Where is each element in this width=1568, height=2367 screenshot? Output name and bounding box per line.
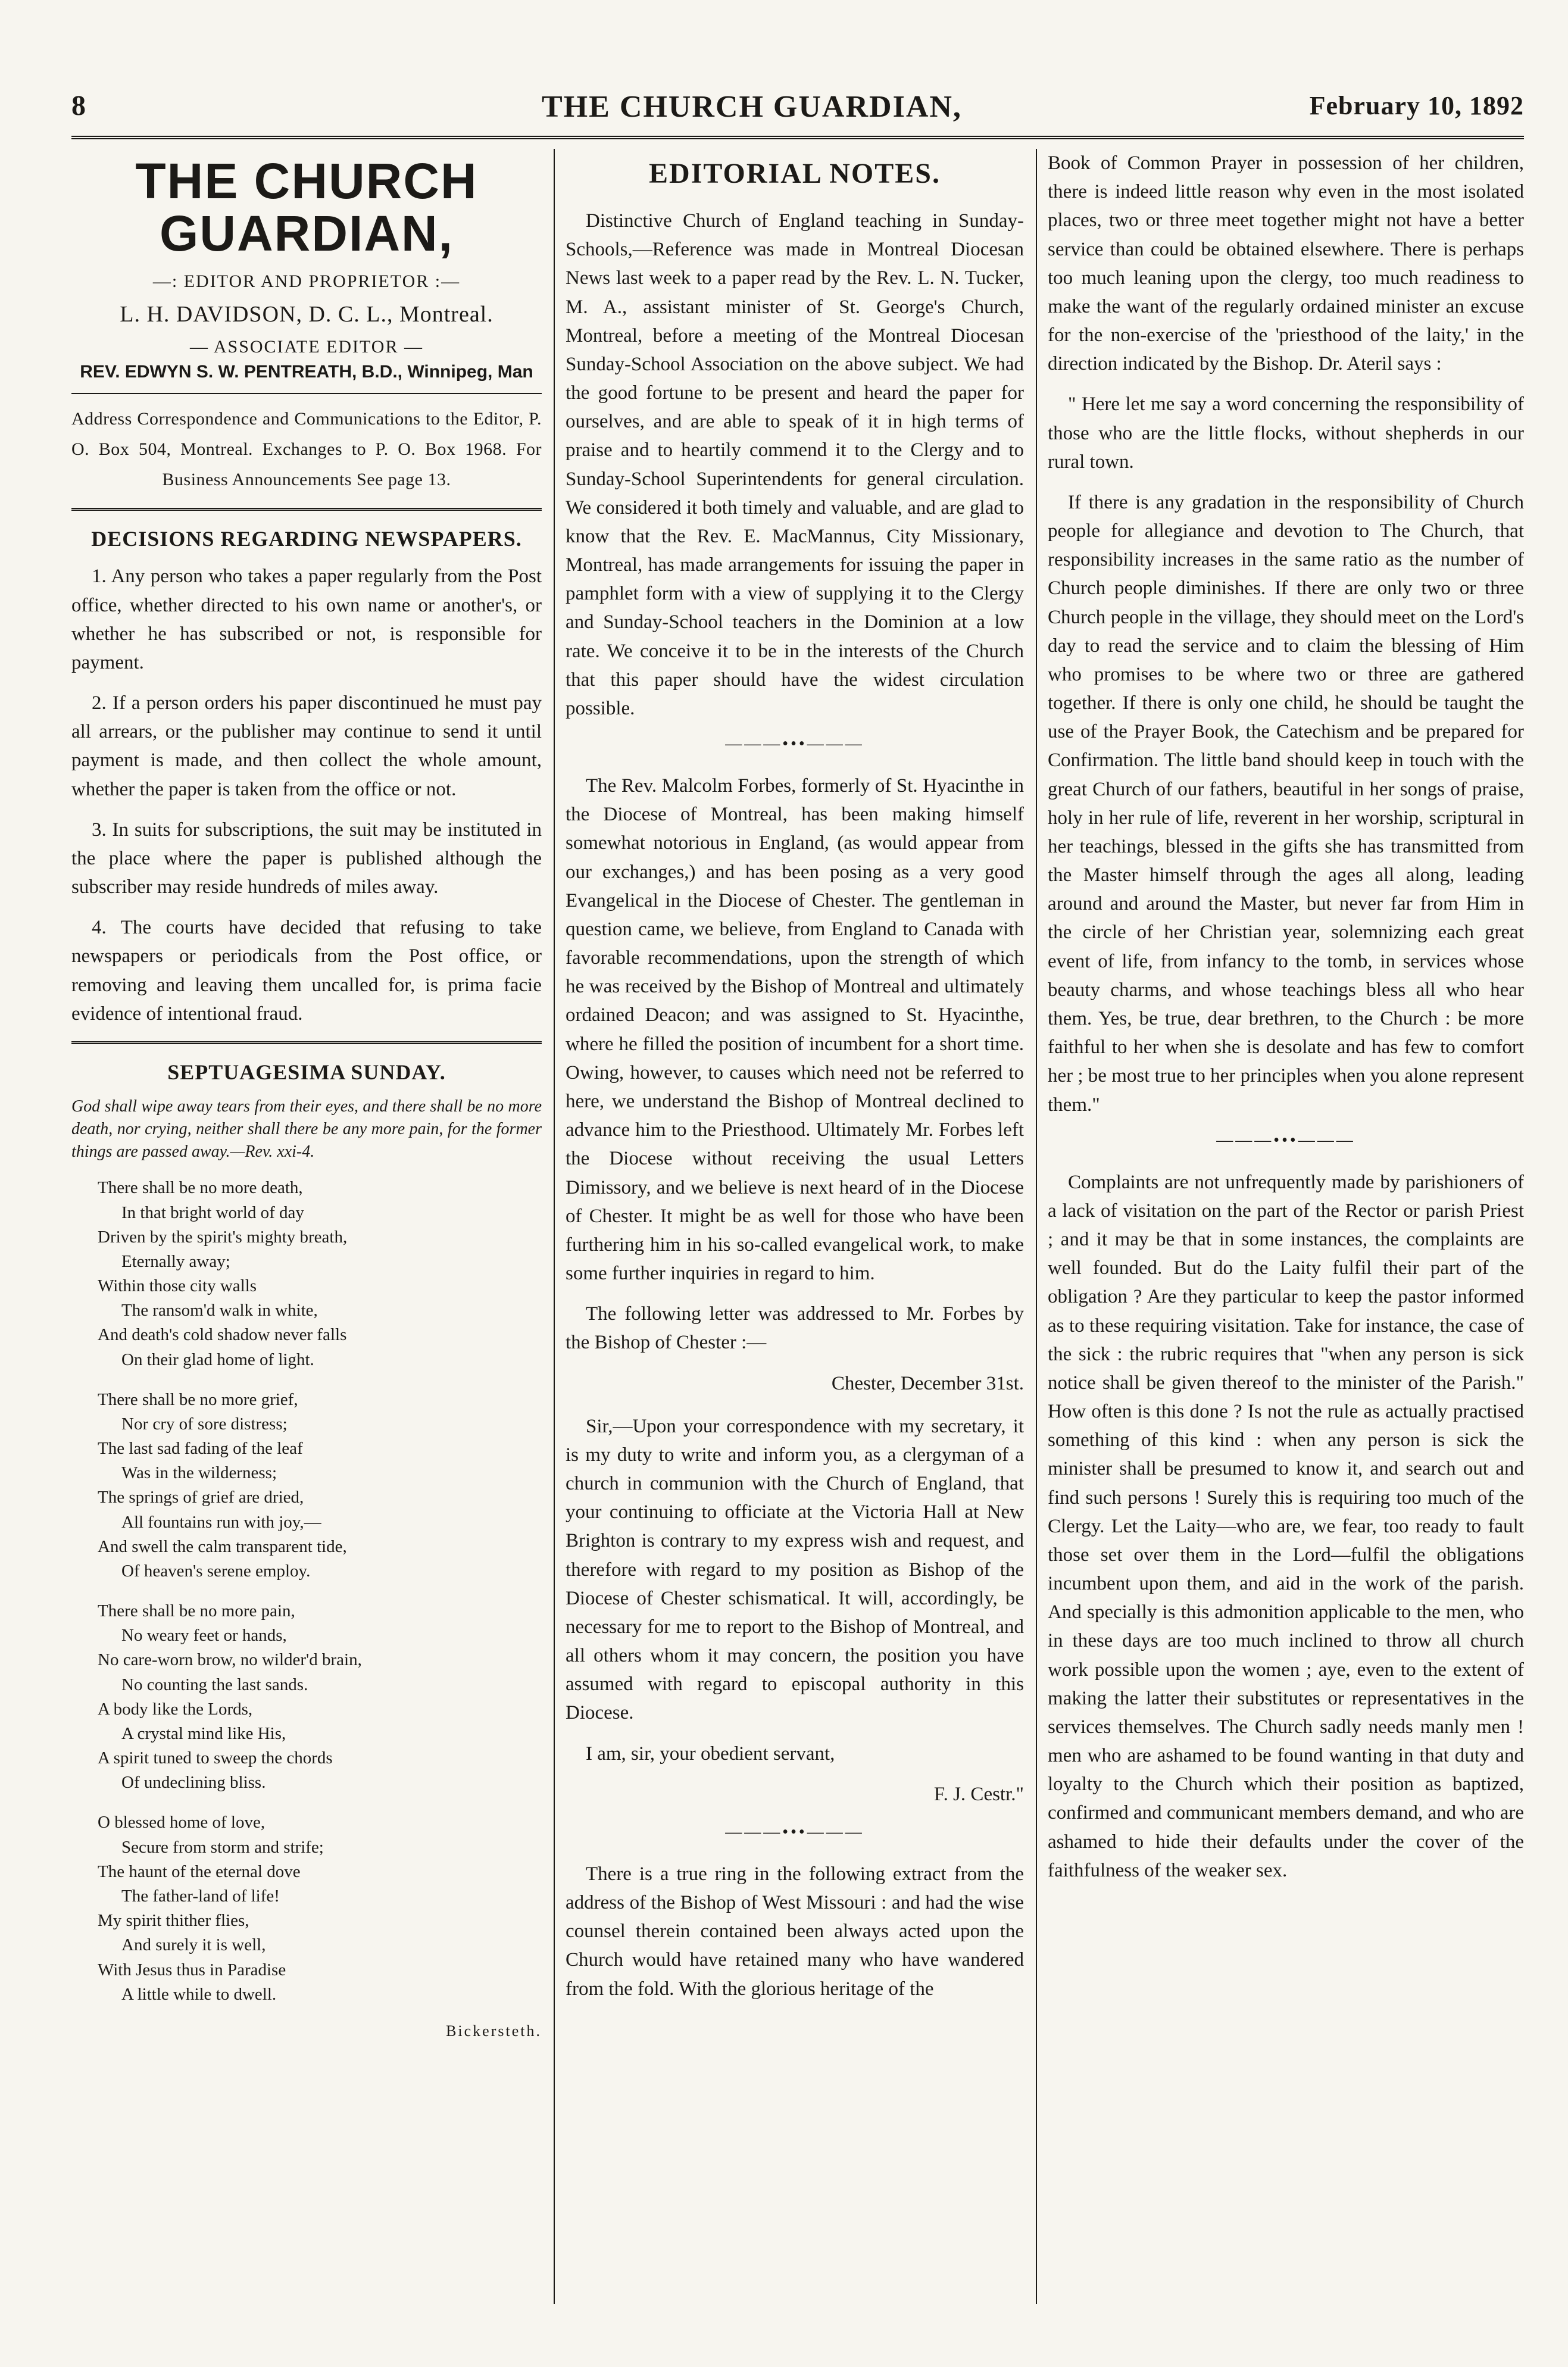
poem-line: A crystal mind like His, — [121, 1723, 286, 1743]
running-head — [71, 89, 1524, 131]
editorial-paragraph: Distinctive Church of England teaching in Sunday-Schools,—Reference was made in Montreal Diocesan News last week to a paper read by the Rev. L. N. Tucker, M. A., assistant minister of St. George's Church, Montreal, before a meeting of the Montreal Diocesan Sunday-School Association on the above subject. We had the good fortune to be present and heard the paper for ourselves, and are able to speak of it in high terms of praise and to heartily commend it to the Clergy and to Sunday-School Superintendents for general circulation. We considered it both timely and valuable, and are glad to know that the Rev. E. MacMannus, City Missionary, Montreal, has made arrangements for issuing the paper in pamphlet form with a view of supplying it to the Clergy and Sunday-School teachers in the Dominion at a low rate. We conceive it to be in the interests of the Church that this paper should have the widest circulation possible. — [566, 210, 1024, 719]
associate-name: REV. EDWYN S. W. PENTREATH, B.D., Winnipeg, Man — [80, 362, 533, 382]
letter-place: Chester, December 31st. — [831, 1372, 1024, 1394]
poem-line: With Jesus thus in Paradise — [98, 1960, 286, 1979]
section-ornament: ———•••——— — [725, 735, 864, 754]
poem-line: The ransom'd walk in white, — [121, 1301, 318, 1320]
poem-line: And death's cold shadow never falls — [98, 1325, 347, 1345]
epigraph: God shall wipe away tears from their eyes, and there shall be no more death, nor crying, neither shall there be any more pain, for the former things are passed away.—Rev. xxi-4. — [71, 1097, 542, 1161]
editorial-heading: EDITORIAL NOTES. — [649, 158, 941, 189]
poem-line: The father-land of life! — [121, 1886, 280, 1906]
septuagesima-heading: SEPTUAGESIMA SUNDAY. — [167, 1060, 446, 1084]
poem-stanza — [98, 1176, 542, 1372]
poem-line: No counting the last sands. — [121, 1675, 308, 1694]
editorial-paragraph: If there is any gradation in the responsibility of Church people for allegiance and devotion to The Church, that responsibility increases in the same ratio as the number of Church people diminishes. If there are only two or three Church people in the village, they should meet on the Lord's day to read the service and to claim the blessing of Him who promises to be where two or three are gathered together. If there is only one child, he should be taught the use of the Prayer Book, the Catechism and be prepared for Confirmation. The little band should keep in touch with the great Church of our fathers, beautiful in her songs of praise, holy in her rule of life, reverent in her worship, scriptural in her teachings, blessed in the gifts she has transmitted from the Master himself through the ages all along, leading around and around the Master, but never far from Him in the circle of her Christian year, solemnizing each great event of life, from infancy to the tomb, in services whose beauty charms, and whose teachings bless all who hear them. Yes, be true, dear brethren, to the Church : be more faithful to her when she is desolate and has few to comfort her ; be most true to her principles when you alone represent them." — [1048, 491, 1524, 1116]
address-notice: Address Correspondence and Communications to the Editor, P. O. Box 504, Montreal. Exchanges to P. O. Box 1968. For Business Announcements See page 13. — [71, 409, 542, 490]
decision-item: 1. Any person who takes a paper regularly from the Post office, whether directed to his own name or another's, or whether he has subscribed or not, is responsible for payment. — [71, 566, 542, 673]
letter-signature: F. J. Cestr." — [933, 1783, 1024, 1805]
column-left — [71, 149, 542, 2304]
section-ornament: ———•••——— — [725, 1822, 864, 1841]
poem-line: A little while to dwell. — [121, 1984, 277, 2004]
letter-body: Sir,—Upon your correspondence with my secretary, it is my duty to write and inform you, as a clergyman of a church in communion with the Church of England, that your continuing to officiate at the Victoria Hall at New Brighton is contrary to my express wish and request, and therefore with regard to my position as Bishop of the Diocese of Chester schismatical. It will, accordingly, be necessary for me to report to the Bishop of Montreal, and all others whom it may concern, the position you have assumed with regard to episcopal authority in this Diocese. — [566, 1415, 1024, 1724]
poem-line: The last sad fading of the leaf — [98, 1439, 303, 1459]
rule — [71, 508, 542, 511]
poem-line: The springs of grief are dried, — [98, 1488, 304, 1507]
rule — [71, 1041, 542, 1044]
poem-stanza — [98, 1599, 542, 1795]
decision-item: 3. In suits for subscriptions, the suit may be instituted in the place where the paper is published although the subscriber may reside hundreds of miles away. — [71, 819, 542, 898]
section-ornament: ———•••——— — [1216, 1131, 1355, 1150]
poem-line: The haunt of the eternal dove — [98, 1862, 301, 1881]
editorial-paragraph: The Rev. Malcolm Forbes, formerly of St. Hyacinthe in the Diocese of Montreal, has been making himself somewhat notorious in England, (as would appear from our exchanges,) and has been posing as a very good Evangelical in the Diocese of Chester. The gentleman in question came, we believe, from England to Canada with favorable recommendations, upon the strength of which he was received by the Bishop of Montreal and ultimately ordained Deacon; and was assigned to St. Hyacinthe, where he filled the position of incumbent for a short time. Owing, however, to causes which need not be referred to here, we understand the Bishop of Montreal declined to advance him to the Priesthood. Ultimately Mr. Forbes left the Diocese without receiving the usual Letters Dimissory, and we believe is next heard of in the Diocese of Chester. It might be as well for those who have been furthering him in his so-called evangelical work, to make some further inquiries in regard to him. — [566, 775, 1024, 1285]
rule — [71, 393, 542, 394]
poem-line: My spirit thither flies, — [98, 1911, 249, 1931]
poem-line: A body like the Lords, — [98, 1699, 253, 1719]
issue-date: February 10, 1892 — [1309, 91, 1524, 120]
poem-line: O blessed home of love, — [98, 1813, 266, 1832]
poem-line: Nor cry of sore distress; — [121, 1414, 288, 1434]
newspaper-page — [71, 89, 1524, 2304]
poem-line: Of heaven's serene employ. — [121, 1561, 311, 1581]
poem-line: On their glad home of light. — [121, 1350, 314, 1369]
poem-line: No weary feet or hands, — [121, 1626, 287, 1645]
poem-line: All fountains run with joy,— — [121, 1512, 321, 1532]
poem-line: In that bright world of day — [121, 1203, 304, 1222]
poem-line: Of undeclining bliss. — [121, 1773, 266, 1793]
poem-line: There shall be no more pain, — [98, 1601, 295, 1621]
associate-label: — ASSOCIATE EDITOR — — [190, 337, 423, 357]
editorial-paragraph: Book of Common Prayer in possession of her children, there is indeed little reason why even in the most isolated places, two or three meet together might not have a better service than could be obtained elsewhere. There is perhaps too much leaning upon the clergy, too much readiness to make the want of the regularly ordained minister an excuse for the non-exercise of the 'priesthood of the laity,' in the direction indicated by the Bishop. Dr. Ateril says : — [1048, 152, 1524, 375]
column-right — [1048, 149, 1524, 2304]
poem-line: Eternally away; — [121, 1251, 230, 1271]
editor-name: L. H. DAVIDSON, D. C. L., Montreal. — [120, 302, 493, 327]
editor-label: —: EDITOR AND PROPRIETOR :— — [152, 271, 461, 292]
decision-item: 4. The courts have decided that refusing to take newspapers or periodicals from the Post office, or removing and leaving them uncalled for, is prima facie evidence of intentional fraud. — [71, 917, 542, 1025]
editorial-paragraph: The following letter was addressed to Mr. Forbes by the Bishop of Chester :— — [566, 1303, 1024, 1354]
column-divider — [1036, 149, 1037, 2304]
masthead-title: THE CHURCH GUARDIAN, — [135, 153, 478, 262]
decisions-heading: DECISIONS REGARDING NEWSPAPERS. — [91, 527, 522, 551]
poem-author: Bickersteth. — [446, 2022, 542, 2040]
poem-line: Driven by the spirit's mighty breath, — [98, 1227, 348, 1247]
running-title: THE CHURCH GUARDIAN, — [542, 90, 962, 124]
poem-line: And swell the calm transparent tide, — [98, 1537, 347, 1556]
poem-stanza — [98, 1810, 542, 2006]
editorial-paragraph: There is a true ring in the following extract from the address of the Bishop of West Missouri : and had the wise counsel therein contained been always acted upon the Church would have retained many who have wandered from the fold. With the glorious heritage of the — [566, 1863, 1024, 2000]
editorial-paragraph: Complaints are not unfrequently made by parishioners of a lack of visitation on the part of the Rector or parish Priest ; and it may be that in some instances, the complaints are well founded. But do the Laity fulfil their part of the obligation ? Are they particular to keep the pastor informed as to these requiring visitation. Take for instance, the case of the sick : the rubric requires that "when any person is sick notice shall be given thereof to the minister of the Parish." How often is this done ? Is not the rule as actually practised something of this kind : when any person is sick the minister shall be presumed to know it, and search out and find such persons ! Surely this is requiring too much of the Clergy. Let the Laity—who are, we fear, too ready to fault those set over them in the Lord—fulfil the obligations incumbent upon them, and aid in the work of the parish. And specially is this admonition applicable to the men, who in these days are too much inclined to throw all church work possible upon the women ; aye, even to the extent of making the latter their substitutes or representatives in the services themselves. The Church sadly needs manly men ! men who are ashamed to be found wanting in that duty and loyalty to the Church which their position as baptized, confirmed and communicant members demand, and who are ashamed to hide their defaults under the cover of the faithfulness of the weaker sex. — [1048, 1171, 1524, 1881]
poem-line: And surely it is well, — [121, 1935, 266, 1955]
header-rule — [71, 136, 1524, 139]
poem-line: No care-worn brow, no wilder'd brain, — [98, 1650, 362, 1670]
page-number: 8 — [71, 90, 86, 121]
column-middle — [566, 149, 1024, 2304]
decision-item: 2. If a person orders his paper discontinued he must pay all arrears, or the publisher may continue to send it until payment is made, and then collect the whole amount, whether the paper is taken from the office or not. — [71, 692, 542, 800]
poem-line: A spirit tuned to sweep the chords — [98, 1748, 333, 1768]
editorial-paragraph: " Here let me say a word concerning the responsibility of those who are the little flocks, without shepherds in our rural town. — [1048, 394, 1524, 473]
poem-stanza — [98, 1388, 542, 1584]
poem-line: There shall be no more grief, — [98, 1389, 298, 1409]
poem-line: There shall be no more death, — [98, 1178, 303, 1198]
poem-line: Within those city walls — [98, 1276, 257, 1296]
letter-closing: I am, sir, your obedient servant, — [586, 1743, 835, 1765]
column-divider — [554, 149, 555, 2304]
poem-line: Was in the wilderness; — [121, 1463, 277, 1483]
poem-line: Secure from storm and strife; — [121, 1837, 324, 1857]
